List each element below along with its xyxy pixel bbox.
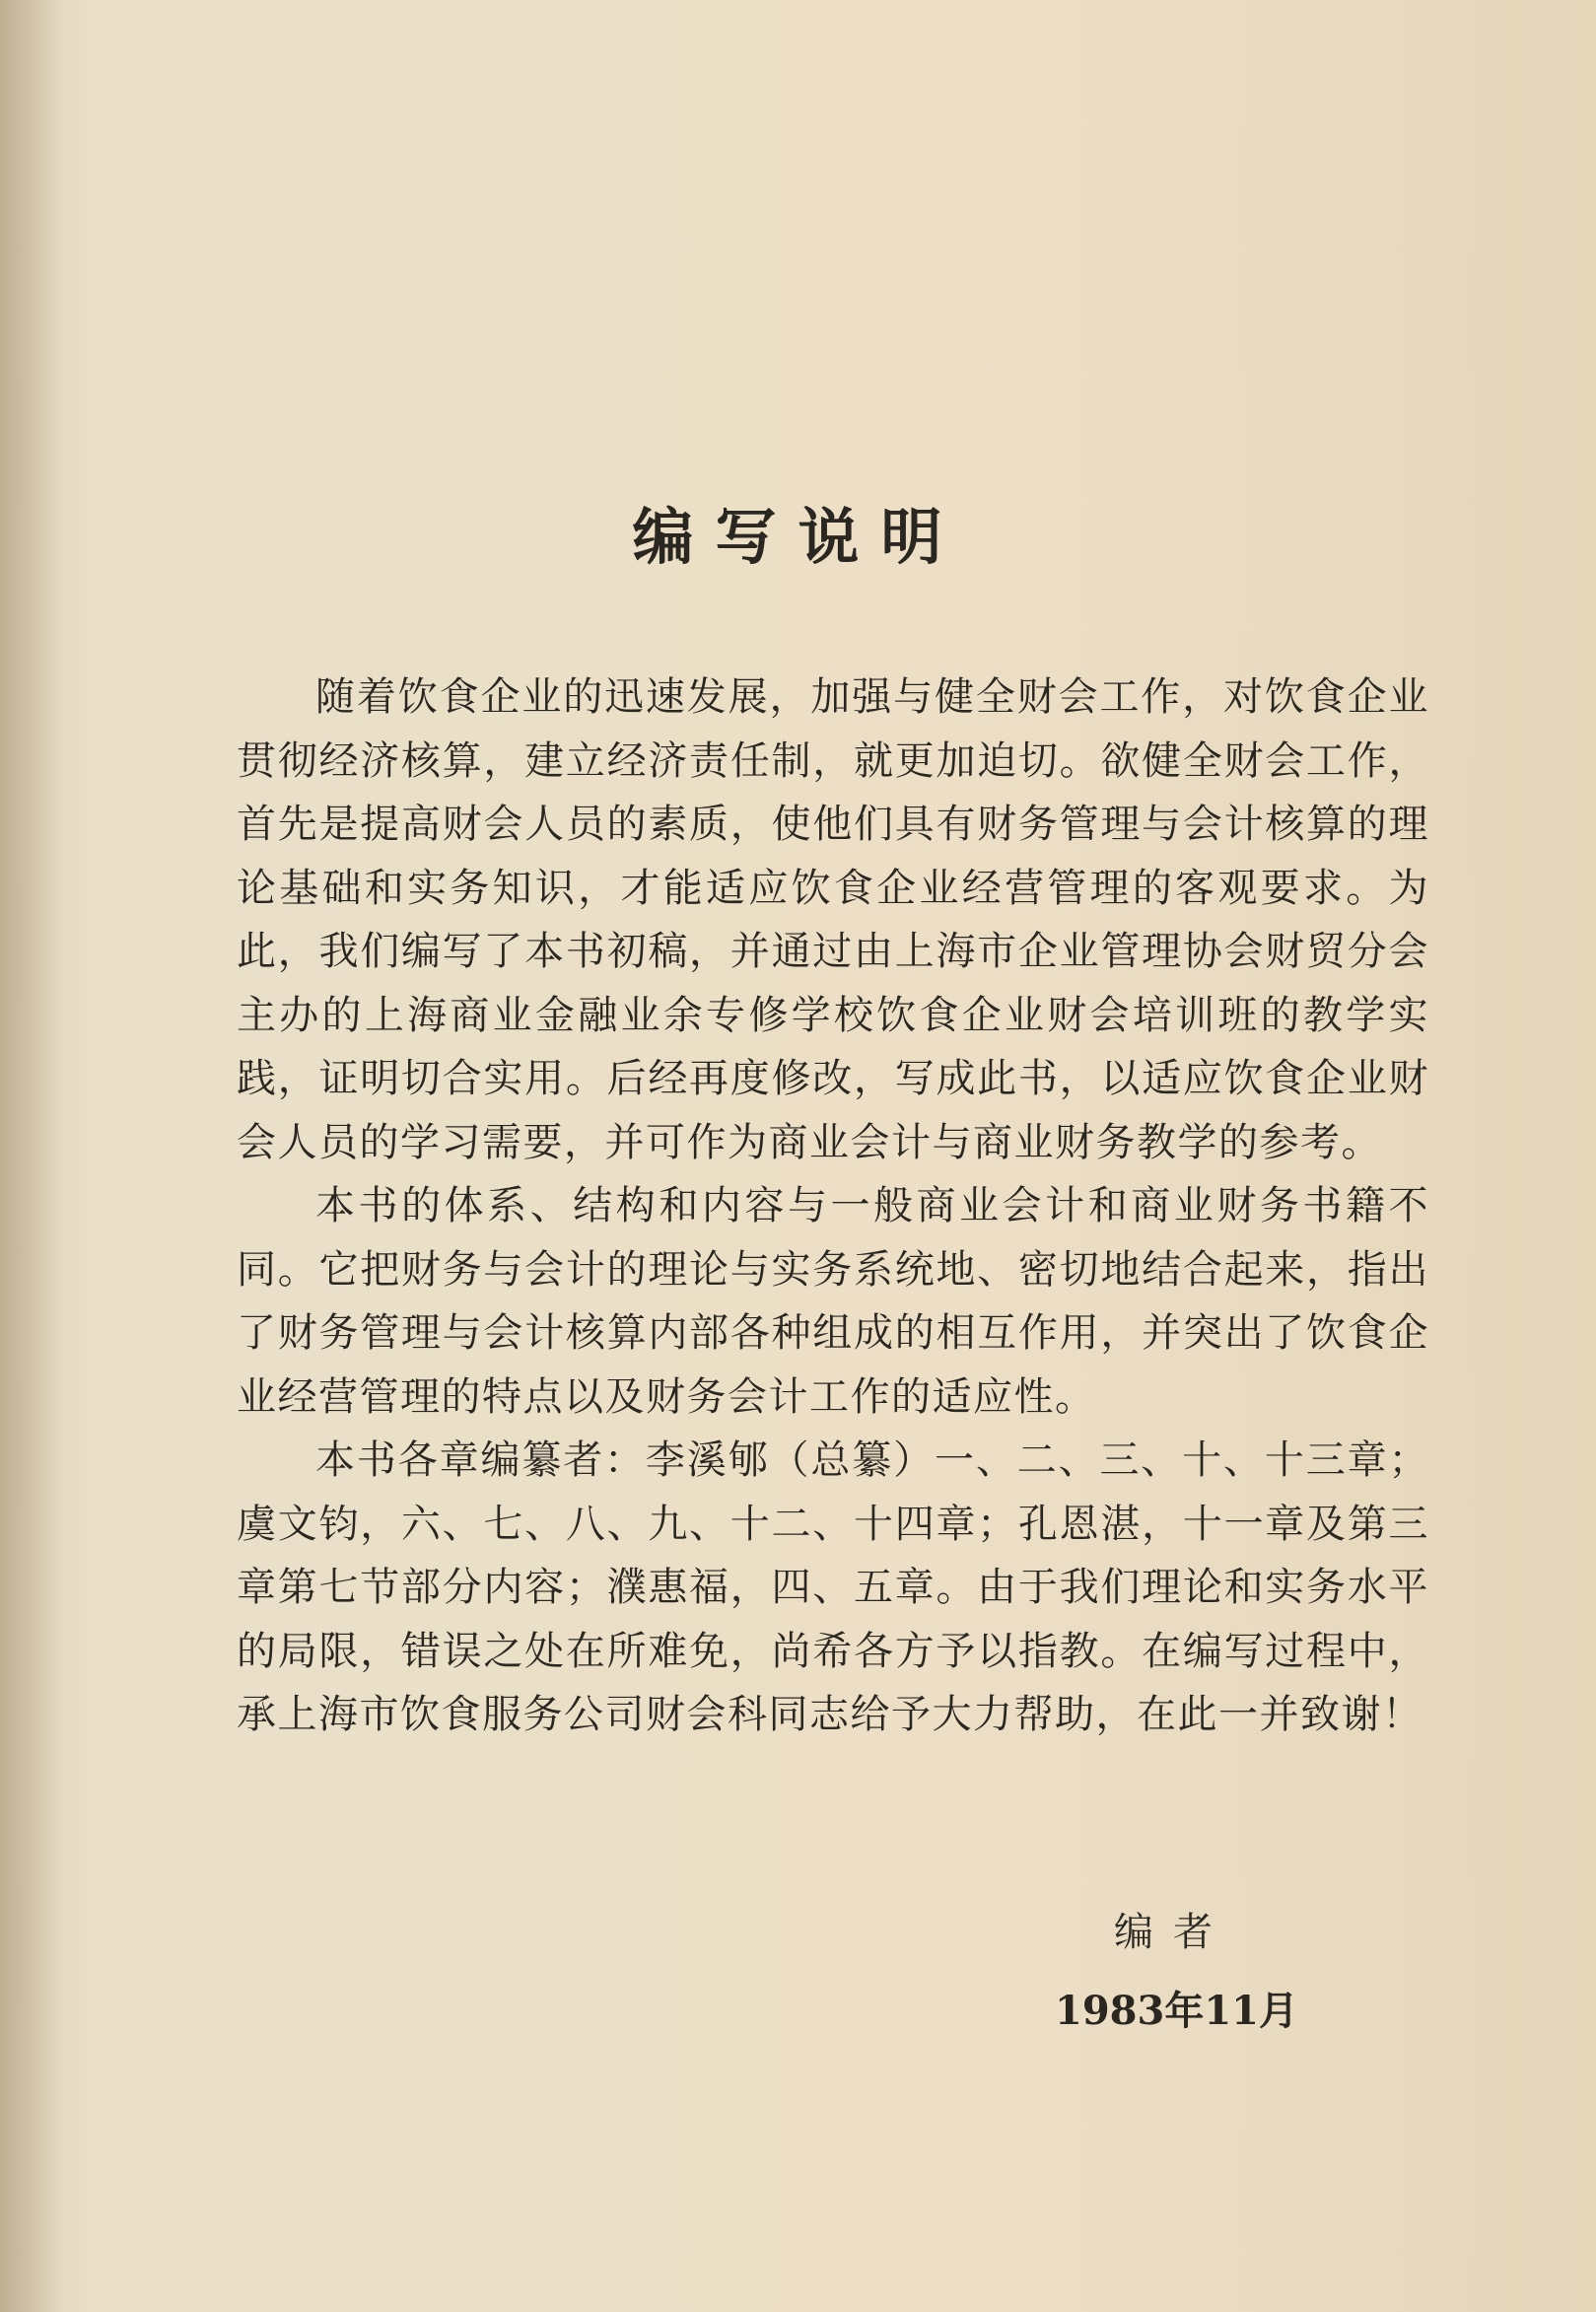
page-title: 编写说明 (632, 501, 964, 573)
paragraph-1: 随着饮食企业的迅速发展，加强与健全财会工作，对饮食企业贯彻经济核算，建立经济责任制，就更加迫切。欲健全财会工作，首先是提高财会人员的素质，使他们具有财务管理与会计核算的理论基础和实务知识，才能适应饮食企业经营管理的客观要求。为此，我们编写了本书初稿，并通过由上海市企业管理协会财贸分会主办的上海商业金融业余专修学校饮食企业财会培训班的教学实践，证明切合实用。后经再度修改，写成此书，以适应饮食企业财会人员的学习需要，并可作为商业会计与商业财务教学的参考。 (237, 674, 1429, 1165)
spine-shadow (0, 0, 59, 2312)
paragraph-3: 本书各章编纂者：李溪郇（总纂）一、二、三、十、十三章；虞文钧，六、七、八、九、十二、十四章；孔恩湛，十一章及第三章第七节部分内容；濮惠福，四、五章。由于我们理论和实务水平的局限，错误之处在所难免，尚希各方予以指教。在编写过程中，承上海市饮食服务公司财会科同志给予大力帮助，在此一并致谢！ (237, 1437, 1429, 1737)
signature-author: 编者 (1114, 1910, 1232, 1955)
signature-block (1055, 1893, 1351, 2051)
signature-date: 1983年11月 (1055, 1988, 1298, 2034)
preface-body (237, 666, 1429, 1747)
paragraph-2: 本书的体系、结构和内容与一般商业会计和商业财务书籍不同。它把财务与会计的理论与实务系统地、密切地结合起来，指出了财务管理与会计核算内部各种组成的相互作用，并突出了饮食企业经营管理的特点以及财务会计工作的适应性。 (237, 1183, 1429, 1420)
